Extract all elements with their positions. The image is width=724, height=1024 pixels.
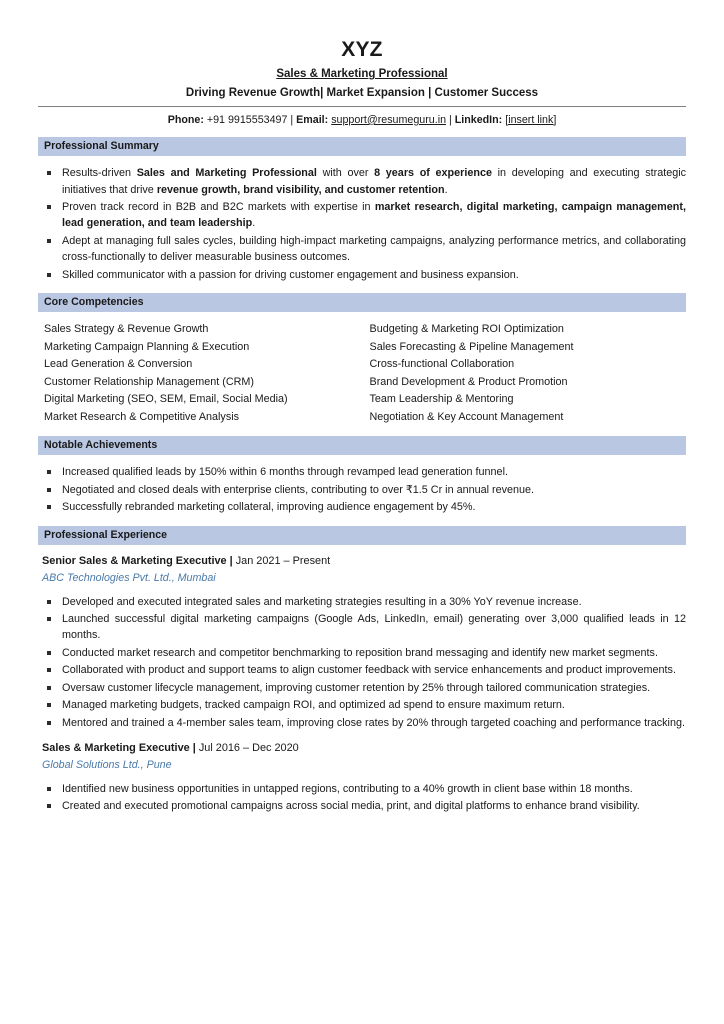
bold-text-run: 8 years of experience: [374, 167, 492, 180]
text-run: .: [252, 217, 256, 230]
job-bullet-list: [38, 594, 686, 731]
linkedin-label: LinkedIn:: [454, 113, 503, 126]
contact-line: [38, 113, 686, 128]
text-run: Oversaw customer lifecycle management, improving customer retention by 25% through tailored communication strategies.: [62, 681, 651, 694]
competency-item: Budgeting & Marketing ROI Optimization: [369, 323, 564, 336]
competency-item: Brand Development & Product Promotion: [369, 375, 568, 388]
text-run: Proven track record in B2B and B2C markets with expertise in: [62, 201, 375, 213]
competency-item: Marketing Campaign Planning & Execution: [44, 340, 250, 353]
bullet-item: [38, 482, 686, 498]
competency-item: Market Research & Competitive Analysis: [44, 410, 240, 423]
competency-item: Digital Marketing (SEO, SEM, Email, Social Media): [44, 393, 288, 406]
candidate-name: XYZ: [341, 38, 383, 61]
contact-separator-2: |: [446, 113, 455, 126]
job-separator: |: [226, 554, 236, 567]
job-bullet-list: [38, 781, 686, 815]
text-run: Increased qualified leads by 150% within 6 months through revamped lead generation funnel.: [62, 466, 508, 479]
section-professional-summary: [38, 137, 686, 283]
text-run: Results-driven: [62, 167, 137, 180]
competency-item: Cross-functional Collaboration: [369, 358, 515, 371]
job-company: Global Solutions Ltd., Pune: [42, 758, 172, 771]
bullet-item: [38, 680, 686, 696]
job-dates: Jul 2016 – Dec 2020: [198, 741, 299, 754]
contact-separator-1: |: [290, 113, 297, 126]
bullet-item: [38, 464, 686, 480]
bullet-item: [38, 199, 686, 232]
linkedin-link[interactable]: [insert link]: [505, 113, 557, 126]
text-run: Identified new business opportunities in untapped regions, contributing to a 40% growth in client base within 18 months.: [62, 782, 633, 795]
job-title: Sales & Marketing Executive: [42, 741, 190, 754]
bold-text-run: revenue growth, brand visibility, and customer retention: [156, 183, 445, 196]
bold-text-run: market research, digital marketing, campaign management, lead generation, and team leadership: [62, 201, 686, 230]
job-dates: Jan 2021 – Present: [235, 554, 331, 567]
bullet-item: [38, 594, 686, 610]
competencies-right-column: [361, 321, 687, 426]
text-run: in developing and executing strategic initiatives that drive: [62, 167, 687, 196]
achievements-bullet-list: [38, 464, 686, 515]
competency-item: Customer Relationship Management (CRM): [44, 375, 255, 388]
section-title-summary: Professional Summary: [38, 137, 686, 156]
text-run: Managed marketing budgets, tracked campaign ROI, and optimized ad spend to ensure maximum return.: [62, 699, 565, 712]
text-run: Developed and executed integrated sales and marketing strategies resulting in a 30% YoY revenue increase.: [62, 595, 582, 608]
email-label: Email:: [296, 113, 329, 126]
bullet-item: [38, 662, 686, 678]
text-run: Launched successful digital marketing campaigns (Google Ads, LinkedIn, email) generating over 3,000 qualified leads in 12 months.: [62, 613, 686, 642]
text-run: with over: [316, 167, 375, 180]
text-run: Skilled communicator with a passion for driving customer engagement and business expansion.: [62, 268, 519, 281]
email-link[interactable]: support@resumeguru.in: [331, 113, 447, 126]
section-professional-experience: [38, 526, 686, 815]
bold-text-run: Sales and Marketing Professional: [136, 167, 317, 180]
job-company: ABC Technologies Pvt. Ltd., Mumbai: [42, 571, 216, 584]
phone-value: +91 9915553497: [203, 113, 291, 126]
section-title-experience: Professional Experience: [38, 526, 686, 545]
competency-item: Sales Strategy & Revenue Growth: [44, 323, 209, 336]
section-core-competencies: [38, 293, 686, 426]
text-run: Conducted market research and competitor benchmarking to reposition brand messaging and identify new market segments.: [62, 646, 658, 659]
text-run: Mentored and trained a 4-member sales team, improving close rates by 20% through targeted coaching and performance tracking.: [62, 716, 685, 729]
bullet-item: [38, 267, 686, 283]
text-run: Negotiated and closed deals with enterprise clients, contributing to over ₹1.5 Cr in annual revenue.: [62, 483, 535, 496]
text-run: Successfully rebranded marketing collateral, improving audience engagement by 45%.: [62, 501, 476, 514]
competencies-left-column: [44, 321, 361, 426]
summary-bullet-list: [38, 165, 686, 283]
bullet-item: [38, 715, 686, 731]
text-run: Collaborated with product and support teams to align customer feedback with service enhancements and product improvements.: [62, 664, 676, 677]
section-title-competencies: Core Competencies: [38, 293, 686, 312]
resume-header: [38, 38, 686, 107]
header-divider: [38, 106, 686, 107]
job-title-line: [38, 554, 686, 570]
experience-job-list: [38, 554, 686, 815]
phone-label: Phone:: [167, 113, 204, 126]
bullet-item: [38, 697, 686, 713]
bullet-item: [38, 233, 686, 266]
section-title-achievements: Notable Achievements: [38, 436, 686, 455]
bullet-item: [38, 499, 686, 515]
candidate-tagline: Driving Revenue Growth| Market Expansion | Customer Success: [185, 87, 539, 100]
bullet-item: [38, 611, 686, 644]
bullet-item: [38, 798, 686, 814]
competencies-columns: [38, 321, 686, 426]
candidate-subtitle: Sales & Marketing Professional: [276, 68, 448, 81]
text-run: Created and executed promotional campaigns across social media, print, and digital platforms to enhance brand visibility.: [62, 800, 640, 813]
text-run: .: [444, 183, 448, 196]
bullet-item: [38, 165, 686, 198]
job-title-line: [38, 741, 686, 757]
competency-item: Lead Generation & Conversion: [44, 358, 193, 371]
bullet-item: [38, 645, 686, 661]
experience-entry: [38, 741, 686, 815]
experience-entry: [38, 554, 686, 731]
section-notable-achievements: [38, 436, 686, 515]
job-title: Senior Sales & Marketing Executive: [42, 554, 227, 567]
competency-item: Sales Forecasting & Pipeline Management: [369, 340, 574, 353]
competency-item: Team Leadership & Mentoring: [369, 393, 514, 406]
job-separator: |: [189, 741, 199, 754]
competency-item: Negotiation & Key Account Management: [369, 410, 564, 423]
bullet-item: [38, 781, 686, 797]
text-run: Adept at managing full sales cycles, building high-impact marketing campaigns, analyzing performance metrics, and collaborating cross-functionally to deliver measurable business outcomes.: [62, 234, 686, 264]
